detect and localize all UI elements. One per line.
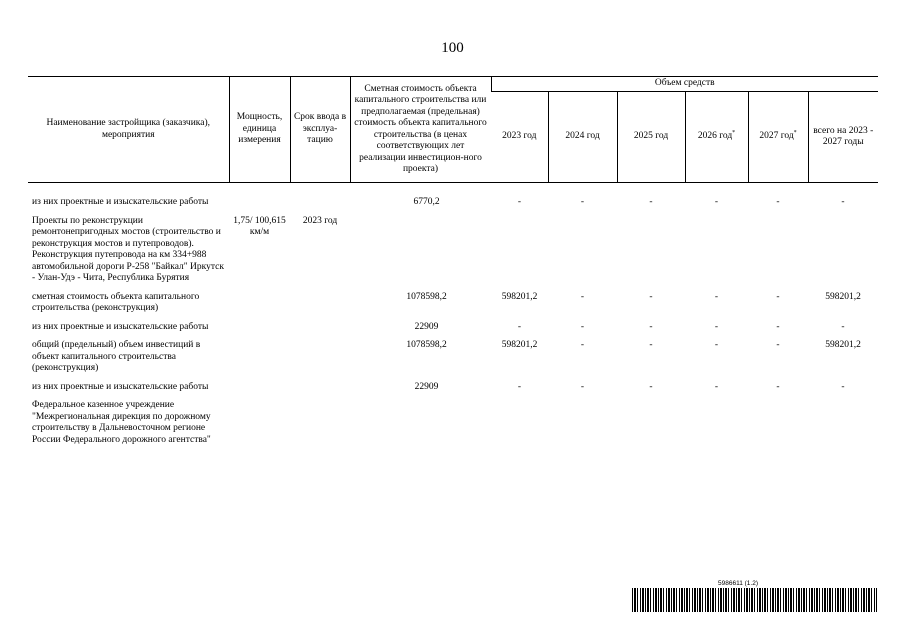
footnote-mark: *	[732, 130, 736, 137]
row-capacity	[229, 197, 290, 216]
row-2023: -	[517, 321, 522, 332]
row-2027: -	[776, 197, 780, 207]
row-name: общий (предельный) объем инвестиций в объект капитального строительства (реконструкция)	[32, 340, 201, 373]
row-deadline	[290, 197, 350, 216]
row-2024: -	[580, 381, 585, 392]
row-name: Федеральное казенное учреждение "Межрегиональная дирекция по дорожному строительству в Дальневосточном регионе России Федерального дорожного агентства"	[32, 400, 211, 445]
row-2023: -	[517, 197, 522, 207]
row-2027: -	[776, 321, 780, 332]
barcode-bars	[632, 588, 877, 612]
header-year-2025: 2025 год	[617, 92, 685, 183]
row-2023: 598201,2	[501, 340, 538, 350]
row-2024	[548, 216, 617, 292]
header-year-2024: 2024 год	[548, 92, 617, 183]
row-deadline: 2023 год	[302, 215, 338, 226]
row-2024: -	[580, 321, 585, 332]
row-capacity	[229, 340, 290, 382]
row-name: из них проектные и изыскательские работы	[32, 381, 209, 392]
row-2027: -	[776, 340, 780, 350]
row-2025	[617, 400, 685, 453]
row-2026: -	[714, 321, 719, 332]
row-cost: 22909	[414, 381, 439, 392]
row-capacity: 1,75/ 100,615 км/м	[233, 215, 286, 237]
header-year-2026	[685, 92, 748, 183]
table-row	[28, 322, 878, 341]
row-2024: -	[580, 291, 585, 302]
header-total: всего на 2023 - 2027 годы	[808, 92, 878, 183]
row-2023: -	[517, 381, 522, 392]
row-2026	[685, 216, 748, 292]
header-cost: Сметная стоимость объекта капитального строительства или предполагаемая (предельная) стоимость объекта капитального строительства (в ценах соответствующих лет реализации инвестицион-ного проекта)	[350, 77, 491, 183]
row-total: -	[841, 197, 845, 207]
row-cost	[350, 216, 491, 292]
row-total	[808, 400, 878, 453]
row-2026: -	[714, 340, 719, 350]
header-name: Наименование застройщика (заказчика), мероприятия	[28, 77, 229, 183]
row-2027	[748, 216, 808, 292]
header-deadline: Срок ввода в эксплуа-тацию	[290, 77, 350, 183]
page-number: 100	[441, 40, 464, 56]
row-2024	[548, 400, 617, 453]
table-row	[28, 340, 878, 382]
row-cost: 1078598,2	[406, 291, 447, 302]
row-total: -	[841, 321, 845, 332]
row-2023: 598201,2	[501, 291, 538, 302]
row-2025: -	[649, 197, 653, 207]
table-row	[28, 216, 878, 292]
investment-table	[28, 76, 878, 453]
row-total: 598201,2	[825, 291, 861, 302]
row-2025	[617, 216, 685, 292]
header-year-2026-label: 2026 год	[697, 131, 733, 142]
row-capacity	[229, 292, 290, 322]
row-name: из них проектные и изыскательские работы	[32, 197, 209, 207]
header-funding: Объем средств	[491, 77, 878, 92]
header-year-2023: 2023 год	[491, 92, 548, 183]
row-2025: -	[649, 321, 653, 332]
table-row	[28, 382, 878, 401]
row-2024: -	[580, 340, 585, 350]
row-deadline	[290, 322, 350, 341]
row-2023	[491, 400, 548, 453]
row-cost	[350, 400, 491, 453]
row-2026: -	[714, 381, 719, 392]
row-2026: -	[714, 291, 719, 302]
row-cost: 22909	[414, 321, 439, 332]
row-total: -	[841, 381, 845, 392]
row-name: сметная стоимость объекта капитального строительства (реконструкция)	[32, 291, 200, 313]
row-deadline	[290, 340, 350, 382]
row-total: 598201,2	[825, 340, 861, 350]
header-capacity: Мощность, единица измерения	[229, 77, 290, 183]
row-2026	[685, 400, 748, 453]
row-name: из них проектные и изыскательские работы	[32, 321, 209, 332]
row-capacity	[229, 400, 290, 453]
row-deadline	[290, 292, 350, 322]
table-row	[28, 197, 878, 216]
row-capacity	[229, 322, 290, 341]
row-2024: -	[580, 197, 585, 207]
row-capacity	[229, 382, 290, 401]
row-2025: -	[649, 291, 653, 302]
row-2026: -	[714, 197, 719, 207]
barcode-label: 5986611 (1.2)	[718, 580, 758, 587]
row-deadline	[290, 400, 350, 453]
row-deadline	[290, 382, 350, 401]
document-barcode	[632, 580, 877, 612]
row-2027: -	[776, 291, 780, 302]
row-name: Проекты по реконструкции ремонтонепригодных мостов (строительство и реконструкция мостов и путепроводов). Реконструкция путепровода на км 334+988 автомобильной дороги Р-258 "Байкал" Иркутск - Улан-Удэ - Чита, Республика Бурятия	[32, 215, 224, 283]
row-2025: -	[649, 340, 653, 350]
table-row	[28, 292, 878, 322]
table-row	[28, 400, 878, 453]
row-2025: -	[649, 381, 653, 392]
footnote-mark: *	[793, 130, 797, 137]
row-total	[808, 216, 878, 292]
row-2027: -	[776, 381, 780, 392]
header-year-2027	[748, 92, 808, 183]
row-2027	[748, 400, 808, 453]
row-cost: 1078598,2	[406, 340, 447, 350]
row-cost: 6770,2	[413, 197, 440, 207]
header-year-2027-label: 2027 год	[759, 131, 794, 142]
row-2023	[491, 216, 548, 292]
